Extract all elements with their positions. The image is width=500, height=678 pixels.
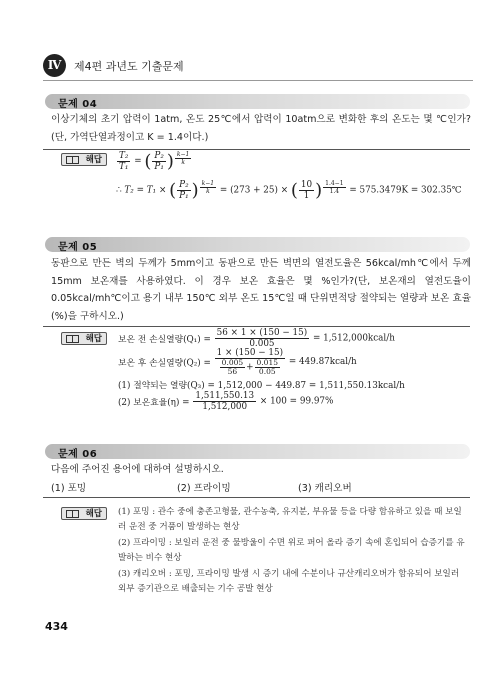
problem-05-tag: 문제 05 bbox=[58, 242, 98, 253]
chapter-title: 제4편 과년도 기출문제 bbox=[74, 60, 184, 73]
chapter-badge: Ⅳ bbox=[43, 54, 66, 77]
problem-06-separator bbox=[43, 497, 470, 498]
problem-05-separator bbox=[43, 326, 470, 327]
problem-04-formula-2: ∴ T₂ = T₁ × ( $\frac{\text{P₂}}{\text{P₁}}$ ) $\frac{k-1}{k}$ = (273 + 25) × ( $\frac{10}{1}$ ) $\frac{1.4-1}{1.4}$ = 575.3479K = 302.35℃ bbox=[116, 180, 462, 201]
problem-05-line-4: (2) 보온효율(η) = $\frac{1,511,550.13}{1,512,000}$ × 100 = 99.97% bbox=[118, 391, 334, 412]
book-icon bbox=[66, 510, 79, 518]
problem-04-answer-tag: 해답 bbox=[61, 153, 107, 166]
problem-05-line-2: 보온 후 손실열량(Q₂) = 1 × (150 − 15) $\frac{0.005}{56}$ + $\frac{0.015}{0.05}$ = 449.87kcal/h bbox=[118, 348, 357, 376]
book-icon bbox=[66, 156, 79, 164]
book-icon bbox=[66, 335, 79, 343]
problem-05-line-3: (1) 절약되는 열량(Q₃) = 1,512,000 − 449.87 = 1,511,550.13kcal/h bbox=[118, 381, 405, 391]
problem-05-question: 동판으로 만든 벽의 두께가 5mm이고 동판으로 만든 벽면의 열전도율은 56kcal/mh℃에서 두께 15mm 보온재를 사용하였다. 이 경우 보온 효율은 몇 %인가?(단, 보온재의 열전도율이 0.05kcal/mh℃이고 용기 내부 150℃ 외부 온도 15℃일 때 단위면적당 절약되는 열량과 보온 효율(%)을 구하시오.) bbox=[51, 258, 471, 322]
problem-06-tag: 문제 06 bbox=[58, 449, 98, 460]
problem-04-separator bbox=[43, 149, 470, 150]
header-rule bbox=[43, 80, 473, 81]
subitem-3: (3) 캐리오버 bbox=[298, 483, 352, 494]
problem-04-bar bbox=[45, 94, 470, 109]
problem-06-bar bbox=[45, 444, 470, 459]
problem-05-line-1: 보온 전 손실열량(Q₁) = $\frac{56 \times 1 \times (150 - 15)}{0.005}$ = 1,512,000kcal/h bbox=[118, 328, 395, 349]
problem-06-question: 다음에 주어진 용어에 대하여 설명하시오. bbox=[51, 464, 224, 475]
problem-04-question: 이상기체의 초기 압력이 1atm, 온도 25℃에서 압력이 10atm으로 변화한 후의 온도는 몇 ℃인가?(단, 가역단열과정이고 K = 1.4이다.) bbox=[51, 114, 471, 143]
page-number: 434 bbox=[45, 620, 68, 633]
problem-04-formula-1: $\frac{\text{T₂}}{\text{T₁}}$ = ( $\frac{\text{P₂}}{\text{P₁}}$ ) $\frac{k-1}{k}$ bbox=[119, 151, 190, 172]
problem-05-answer-tag: 해답 bbox=[61, 332, 107, 345]
subitem-1: (1) 포밍 bbox=[51, 483, 87, 494]
problem-04-tag: 문제 04 bbox=[58, 99, 98, 110]
problem-06-answer-1: (1) 포밍 : 관수 중에 충존고형물, 관수농축, 유지분, 부유물 등을 다량 함유하고 있을 때 보일러 운전 중 거품이 발생하는 현상 bbox=[118, 507, 462, 532]
problem-06-answer-2: (2) 프라이밍 : 보일러 운전 중 물방울이 수면 위로 퍼어 올라 증기 속에 혼입되어 습증기를 유발하는 비수 현상 bbox=[118, 538, 465, 563]
subitem-2: (2) 프라이밍 bbox=[177, 483, 231, 494]
problem-05-bar bbox=[45, 237, 470, 252]
problem-06-answer-3: (3) 캐리오버 : 포밍, 프라이밍 발생 시 증기 내에 수분이나 규산캐리오버가 함유되어 보일러 외부 증기관으로 배출되는 기수 공발 현상 bbox=[118, 569, 460, 594]
problem-06-answer-tag: 해답 bbox=[61, 507, 107, 520]
